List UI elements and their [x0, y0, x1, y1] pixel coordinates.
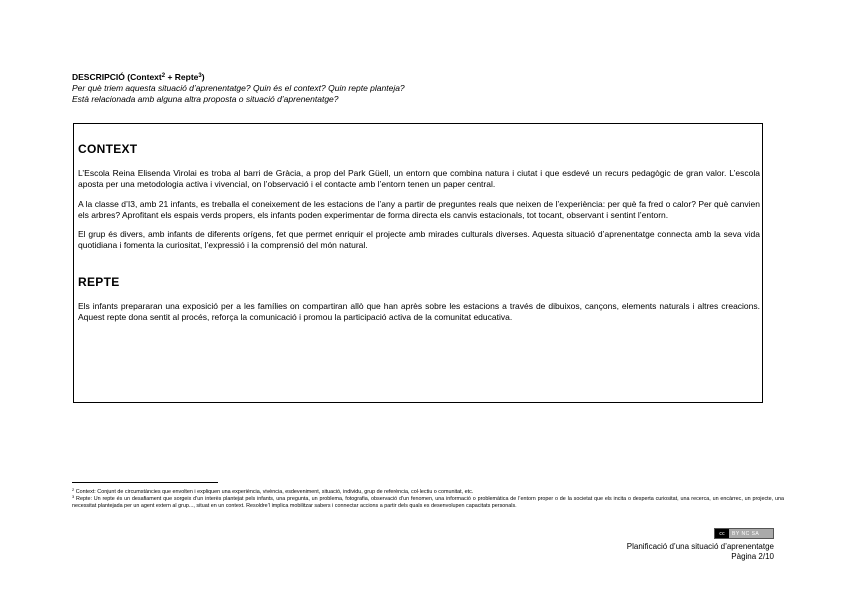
cc-badge: cc: [715, 529, 729, 538]
section-header: [72, 72, 782, 105]
footnote-ref-3: 3: [198, 73, 202, 79]
cc-license-text: BY NC SA: [732, 530, 760, 537]
description-box: [73, 123, 763, 403]
context-paragraph-1: L’Escola Reina Elisenda Virolai es troba al barri de Gràcia, a prop del Park Güell, un entorn que combina natura i ciutat i que esdevé un recurs pedagògic de gran valor. L’escola aposta per una metodologia activa i vivencial, on l’observació i el contacte amb l’entorn tenen un paper central.: [78, 168, 760, 190]
page-number: Pàgina 2/10: [731, 552, 774, 561]
creative-commons-icon: [714, 528, 774, 539]
footnotes: [72, 489, 784, 510]
context-title: CONTEXT: [78, 142, 138, 156]
footer-document-title: Planificació d’una situació d’aprenentatge: [626, 542, 774, 551]
footnote-2: $^2$ Context: Conjunt de circumstàncies que envolten i expliquen una experiència, vivència, esdeveniment, situació, individu, grup de referència, col·lectiu o comunitat, etc.: [72, 487, 474, 495]
repte-paragraph: Els infants prepararan una exposició per a les famílies on compartiran allò que han après sobre les estacions a través de dibuixos, cançons, elements naturals i altres creacions. Aquest repte dona sentit al procés, reforça la comunicació i promou la participació activa de la comunitat educativa.: [78, 300, 760, 323]
description-heading: DESCRIPCIÓ (Context$^2$ + Repte$^3$): [72, 72, 205, 82]
repte-title: REPTE: [78, 274, 120, 289]
page-footer: [627, 542, 774, 562]
context-paragraph-3: El grup és divers, amb infants de diferents orígens, fet que permet enriquir el projecte amb mirades culturals diverses. Aquesta situació d’aprenentatge connecta amb la seva vida quotidiana i fomenta la curiositat, l’expressió i la comprensió del món natural.: [78, 229, 760, 251]
footnote-3: $^3$ Repte: Un repte és un desafiament que sorgeix d’un interès plantejat pels infants, una pregunta, un problema, fotografia, observació d’un fenomen, una informació o problemàtica de l’entorn proper o de la societat que els incita o desperta curiositat, una recerca, un encàrrec, un projecte, una necessitat plantejada per un agent extern al grup..., situat en un context. Resoldre’l implica mobilitzar sabers i connectar accions a partir dels quals es desenvolupen capacitats personals.: [72, 494, 784, 509]
guiding-question-2: Està relacionada amb alguna altra proposta o situació d’aprenentatge?: [72, 94, 339, 104]
footnote-ref-2: 2: [161, 73, 166, 79]
guiding-question-1: Per què triem aquesta situació d’aprenentatge? Quin és el context? Quin repte planteja?: [72, 83, 405, 93]
section-spacer: [78, 260, 762, 275]
context-paragraph-2: A la classe d’I3, amb 21 infants, es treballa el coneixement de les estacions de l’any a partir de preguntes reals que neixen de l’experiència: per què fa fred o calor? Per què canvien els arbres? Aprofitant els espais verds propers, els infants poden experimentar de forma directa els canvis estacionals, tot tocant, observant i sentint l’entorn.: [78, 198, 760, 220]
footnote-divider: [72, 482, 218, 483]
